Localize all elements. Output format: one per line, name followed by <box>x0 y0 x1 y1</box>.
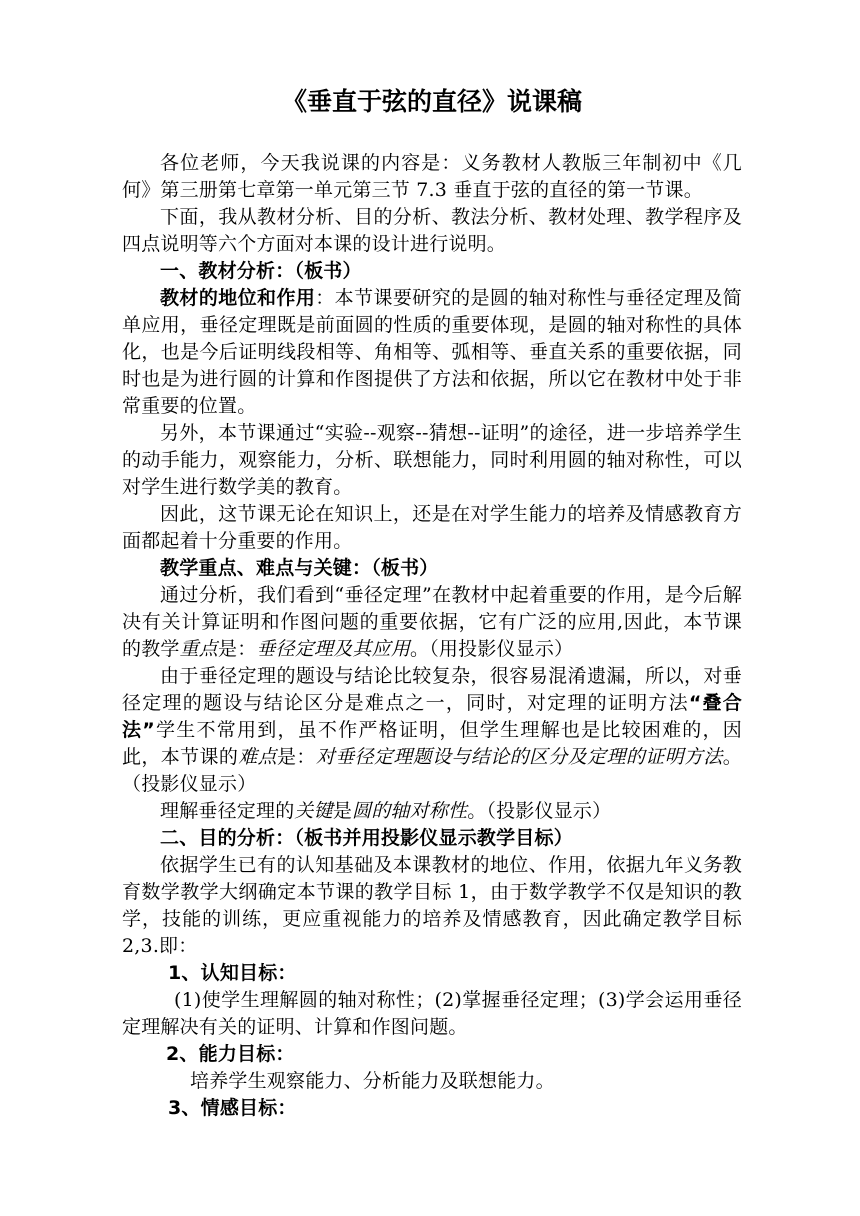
role-label: 教材的地位和作用 <box>160 287 316 309</box>
intro-paragraph-1: 各位老师，今天我说课的内容是：义务教材人教版三年制初中《几何》第三册第七章第一单元第三节 7.3 垂直于弦的直径的第一节课。 <box>122 152 742 201</box>
goal-1-text: (1)使学生理解圆的轴对称性；(2)掌握垂径定理；(3)学会运用垂径定理解决有关的证明、计算和作图问题。 <box>122 989 742 1038</box>
section-1-paragraph-2: 另外，本节课通过“实验--观察--猜想--证明”的途径，进一步培养学生的动手能力，观察能力，分析、联想能力，同时利用圆的轴对称性，可以对学生进行数学美的教育。 <box>122 422 742 498</box>
text-run: 。（投影仪显示） <box>467 800 612 822</box>
emphasis-run: 垂径定理及其应用 <box>256 638 411 660</box>
section-1-heading: 一、教材分析：（板书） <box>160 260 362 282</box>
section-1-paragraph-3: 因此，这节课无论在知识上，还是在对学生能力的培养及情感教育方面都起着十分重要的作用。 <box>122 503 742 552</box>
text-run: 学生不常用到，虽不作严格证明，但学生理解也是比较困难的，因此，本节课的 <box>122 719 742 768</box>
text-run: 理解垂径定理的 <box>160 800 295 822</box>
emphasis-run: 圆的轴对称性 <box>352 800 468 822</box>
key-points-paragraph-3 <box>122 798 742 825</box>
section-1-role-paragraph <box>122 285 742 420</box>
goal-2-text: 培养学生观察能力、分析能力及联想能力。 <box>190 1070 555 1092</box>
page-title: 《垂直于弦的直径》说课稿 <box>281 87 582 116</box>
intro-paragraph-2: 下面，我从教材分析、目的分析、教法分析、教材处理、教学程序及四点说明等六个方面对本课的设计进行说明。 <box>122 206 742 255</box>
document-page <box>122 84 742 1122</box>
goal-1-heading: 1、认知目标： <box>168 962 297 984</box>
role-text: ：本节课要研究的是圆的轴对称性与垂径定理及简单应用，垂径定理既是前面圆的性质的重要体现，是圆的轴对称性的具体化，也是今后证明线段相等、角相等、弧相等、垂直关系的重要依据，同时也是为进行圆的计算和作图提供了方法和依据，所以它在教材中处于非常重要的位置。 <box>122 287 743 417</box>
section-2-paragraph-1: 依据学生已有的认知基础及本课教材的地位、作用，依据九年义务教育数学教学大纲确定本节课的教学目标 1，由于数学教学不仅是知识的教学，技能的训练，更应重视能力的培养及情感教育，因此确定教学目标 2,3.即： <box>122 854 742 957</box>
text-run: 是 <box>332 800 353 822</box>
bold-run: “叠合法” <box>122 692 742 741</box>
goal-2-heading: 2、能力目标： <box>166 1043 295 1065</box>
text-run: 。（用投影仪显示） <box>410 638 574 660</box>
section-2-heading: 二、目的分析：（板书并用投影仪显示教学目标） <box>160 827 573 849</box>
key-points-paragraph-2 <box>122 663 742 798</box>
text-run: 是： <box>218 638 257 660</box>
key-points-paragraph-1 <box>122 582 742 663</box>
text-run: 通过分析，我们看到“垂径定理”在教材中起着重要的作用，是今后解决有关计算证明和作图问题的重要依据，它有广泛的应用,因此，本节课的教学 <box>122 584 742 660</box>
text-run: 。（投影仪显示） <box>122 746 742 795</box>
key-points-heading: 教学重点、难点与关键：（板书） <box>160 557 439 579</box>
emphasis-run: 难点 <box>238 746 278 768</box>
goal-3-heading: 3、情感目标： <box>168 1097 297 1119</box>
emphasis-run: 重点 <box>179 638 219 660</box>
text-run: 由于垂径定理的题设与结论比较复杂，很容易混淆遗漏，所以，对垂径定理的题设与结论区分是难点之一，同时，对定理的证明方法 <box>122 665 742 714</box>
emphasis-run: 对垂径定理题设与结论的区分及定理的证明方法 <box>315 746 723 768</box>
emphasis-run: 关键 <box>294 800 333 822</box>
text-run: 是： <box>277 746 316 768</box>
